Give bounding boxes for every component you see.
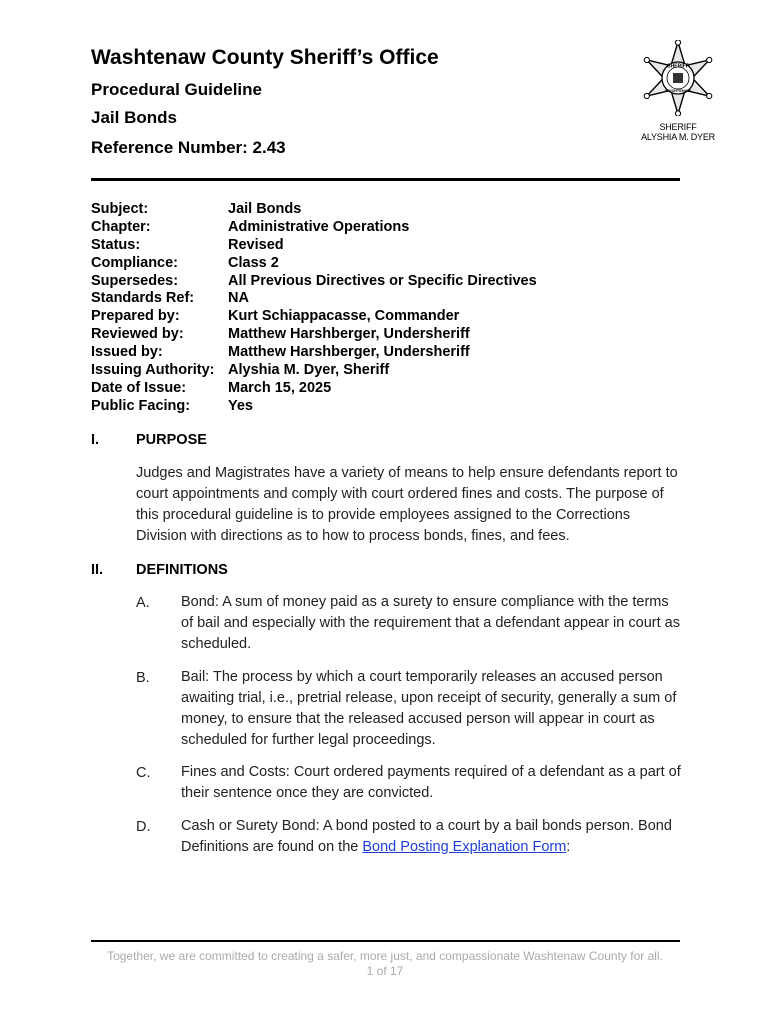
definition-bail: Bail: The process by which a court temporarily releases an accused person awaiting trial, i.e., pretrial release, upon receipt of security, generally a sum of money, to ensure that the released accused person will appear in court as scheduled for further legal proceedings.: [181, 669, 677, 748]
meta-row-status: [91, 237, 537, 255]
definition-letter: C.: [136, 765, 151, 781]
meta-row-prepared-by: [91, 308, 537, 326]
meta-label: Issuing Authority:: [91, 362, 215, 379]
meta-row-date-of-issue: [91, 380, 537, 398]
section-heading-purpose: PURPOSE: [136, 432, 207, 448]
section-number-definitions: II.: [91, 562, 104, 578]
meta-row-standards-ref: [91, 290, 537, 308]
meta-row-chapter: [91, 219, 537, 237]
footer-motto: Together, we are committed to creating a safer, more just, and compassionate Washtenaw County for all.: [107, 949, 663, 963]
page-title: Washtenaw County Sheriff’s Office: [91, 46, 439, 69]
meta-label: Reviewed by:: [91, 326, 184, 343]
meta-label: Prepared by:: [91, 308, 180, 325]
meta-value: Class 2: [228, 254, 279, 271]
meta-value: NA: [228, 290, 249, 307]
meta-value: March 15, 2025: [228, 379, 332, 396]
sheriff-star-badge-icon: [640, 40, 716, 116]
reference-number: Reference Number: 2.43: [91, 138, 286, 157]
section-heading-definitions: DEFINITIONS: [136, 562, 228, 578]
logo-caption-title: SHERIFF: [659, 122, 697, 132]
meta-label: Status:: [91, 236, 141, 253]
definition-bond: Bond: A sum of money paid as a surety to ensure compliance with the terms of bail and especially with the requirement that a defendant appear in court as scheduled.: [181, 594, 680, 652]
meta-row-reviewed-by: [91, 326, 537, 344]
badge-bottom-text: WASHTENAW: [664, 88, 692, 93]
document-type: Procedural Guideline: [91, 80, 262, 99]
meta-label: Chapter:: [91, 218, 151, 235]
meta-value: Jail Bonds: [228, 201, 302, 217]
definition-letter: A.: [136, 595, 150, 611]
meta-value: All Previous Directives or Specific Directives: [228, 272, 537, 289]
definition-letter: B.: [136, 670, 150, 686]
definition-text-end: :: [566, 839, 571, 855]
logo-caption-name: ALYSHIA M. DYER: [641, 132, 715, 142]
meta-value: Administrative Operations: [228, 218, 410, 235]
meta-value: Matthew Harshberger, Undersheriff: [228, 326, 470, 343]
meta-label: Standards Ref:: [91, 290, 195, 307]
meta-row-compliance: [91, 255, 537, 273]
meta-row-public-facing: [91, 398, 537, 416]
document-title: Jail Bonds: [91, 108, 177, 127]
meta-label: Supersedes:: [91, 272, 179, 289]
meta-label: Public Facing:: [91, 397, 191, 414]
meta-row-issuing-authority: [91, 362, 537, 380]
meta-value: Alyshia M. Dyer, Sheriff: [228, 362, 390, 379]
meta-value: Kurt Schiappacasse, Commander: [228, 308, 460, 325]
meta-row-subject: [91, 201, 537, 219]
definition-fines-and-costs: Fines and Costs: Court ordered payments required of a defendant as a part of their sentence once they are convicted.: [181, 764, 681, 801]
footer-divider: [91, 940, 680, 942]
purpose-paragraph: Judges and Magistrates have a variety of means to help ensure defendants report to court appointments and comply with court ordered fines and costs. The purpose of this procedural guideline is to provide employees assigned to the Corrections Division with directions as to how to process bonds, fines, and fees.: [136, 465, 678, 544]
meta-label: Subject:: [91, 201, 149, 217]
meta-label: Compliance:: [91, 254, 179, 271]
badge-top-text: SHERIFF: [667, 63, 689, 70]
section-number-purpose: I.: [91, 432, 100, 448]
metadata-table: [91, 201, 537, 416]
definition-letter: D.: [136, 819, 151, 835]
meta-label: Date of Issue:: [91, 379, 187, 396]
meta-row-supersedes: [91, 273, 537, 291]
meta-value: Matthew Harshberger, Undersheriff: [228, 344, 470, 361]
meta-value: Revised: [228, 236, 284, 253]
page-number: 1 of 17: [366, 964, 404, 978]
definition-cash-or-surety-bond: [181, 816, 681, 858]
meta-value: Yes: [228, 397, 253, 414]
meta-row-issued-by: [91, 344, 537, 362]
bond-posting-explanation-form-link[interactable]: Bond Posting Explanation Form: [362, 839, 567, 855]
definition-text: Cash or Surety Bond: A bond posted to a court by a bail bonds person. Bond Definitions are found on the: [181, 818, 672, 855]
header-divider: [91, 178, 680, 181]
meta-label: Issued by:: [91, 344, 163, 361]
